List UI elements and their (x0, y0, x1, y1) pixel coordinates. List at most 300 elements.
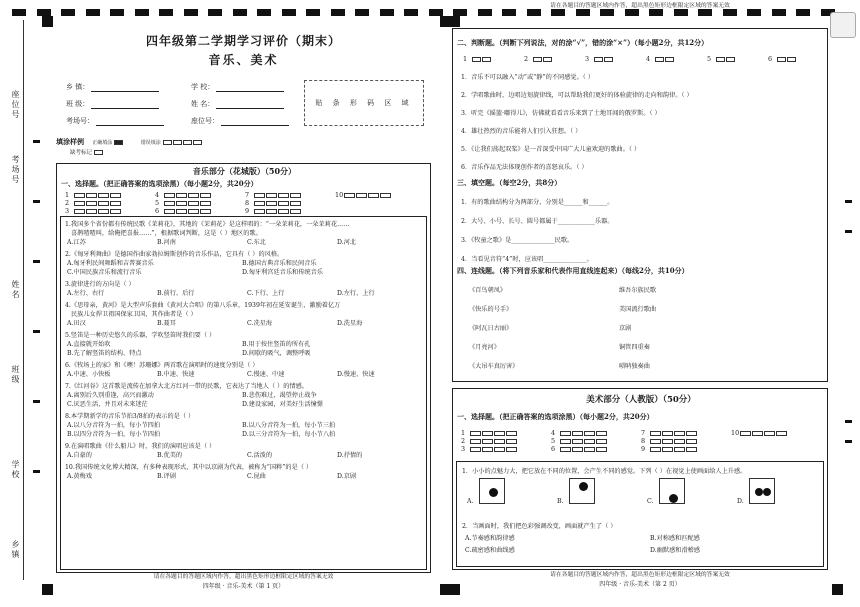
answer-bubble-d[interactable] (200, 201, 211, 206)
tf-bubble-true[interactable] (655, 57, 664, 62)
answer-bubble-d[interactable] (686, 431, 697, 436)
match-left-item: 《阿瓦日古丽》 (469, 325, 513, 332)
option-c: B.以四分音符为一拍，每小节四拍 (67, 431, 161, 438)
match-title: 四、连线题。（将下列音乐家和代表作用直线连起来）（每线2分，共10分） (457, 266, 689, 275)
side-label-seat: 座位号 (11, 90, 20, 120)
field-label: 姓 名： (191, 100, 215, 108)
music-question-10: 10.我国传统文化博大精深，有多种表现形式，其中以京剧为代表，被称为“国粹”的是（ ） (65, 464, 313, 471)
answer-row (245, 191, 302, 199)
dot-shape (755, 488, 763, 496)
answer-bubble-c[interactable] (188, 201, 199, 206)
side-mark (33, 260, 40, 263)
field-label: 座位号： (191, 117, 219, 125)
answer-number: 10 (335, 191, 344, 199)
answer-bubble-c[interactable] (98, 193, 109, 198)
tf-bubble-false[interactable] (543, 57, 552, 62)
answer-bubble-d[interactable] (776, 431, 787, 436)
answer-number: 6 (768, 55, 773, 63)
dot-composition-box (749, 478, 775, 504)
side-label-room: 考场号 (11, 155, 20, 185)
art-q2-option-a: A.节奏感和韵律感 (465, 535, 515, 542)
answer-bubble-a[interactable] (254, 193, 265, 198)
option-c: C.中国民族音乐和流行音乐 (67, 269, 142, 276)
tf-bubble-true[interactable] (716, 57, 725, 62)
answer-row (641, 437, 698, 445)
option-a: A.左行、右行 (67, 290, 105, 297)
answer-number: 4 (646, 55, 651, 63)
timing-mark (257, 9, 271, 16)
fill-item-1: 1．有的歌曲结构分为两部分，分别是______和______。 (461, 199, 614, 206)
field-town (66, 83, 159, 92)
answer-bubble-c[interactable] (764, 431, 775, 436)
art-q2-option-c: C.疏密感和曲线感 (465, 547, 515, 554)
answer-bubble-b[interactable] (176, 209, 187, 214)
answer-bubble-b[interactable] (266, 209, 277, 214)
answer-row (461, 429, 518, 437)
field-input-class[interactable] (91, 101, 159, 109)
answer-row (245, 207, 302, 215)
answer-bubble-c[interactable] (98, 209, 109, 214)
option-a: A.以八分音符为一拍，每小节四拍 (67, 422, 161, 429)
answer-number: 9 (245, 207, 250, 215)
music-question-8: 8.本学期新学的音乐节拍3/8拍的表示的是（ ） (65, 413, 195, 420)
answer-bubble-c[interactable] (278, 209, 289, 214)
answer-number: 3 (585, 55, 590, 63)
timing-mark (404, 9, 418, 16)
option-a: A.离别后久别重逢，高兴而激动 (67, 392, 154, 399)
music-question-1: 1.我国多个省份都有传统民歌《茉莉花》，其地的《茉莉花》是这样唱的：“一朵茉莉花，一朵茉莉花…… (65, 221, 350, 228)
answer-bubble-d[interactable] (200, 193, 211, 198)
answer-bubble-d[interactable] (110, 209, 121, 214)
answer-number: 10 (731, 429, 740, 437)
answer-bubble-d[interactable] (290, 193, 301, 198)
tf-item-2: 2．学唱歌曲时，边唱边划旋律线，可以帮助我们更好的体验旋律的走向和韵律。（ ） (461, 92, 693, 99)
corner-marker (449, 16, 460, 27)
tf-bubble-true[interactable] (533, 57, 542, 62)
answer-bubble-a[interactable] (470, 447, 481, 452)
option-b: B.评剧 (157, 473, 176, 480)
music-question-5: 5.竖笛是一种历史悠久的乐器，学吹竖笛时我们要（ ） (65, 332, 216, 339)
timing-mark (110, 9, 124, 16)
art-q2-option-b: B.对称感和匹配感 (650, 535, 700, 542)
answer-bubble-a[interactable] (650, 447, 661, 452)
dot-shape (669, 494, 678, 503)
left-page-number: 四年级 · 音乐-美术（第 1 页） (202, 583, 285, 590)
answer-row (155, 207, 212, 215)
answer-row (65, 191, 122, 199)
answer-bubble-d[interactable] (686, 439, 697, 444)
music-choice-title: 一、选择题。（把正确答案的选项涂黑）（每小题2分，共20分） (61, 179, 258, 188)
answer-number: 5 (155, 199, 160, 207)
answer-bubble-d[interactable] (380, 193, 391, 198)
answer-bubble-b[interactable] (662, 447, 673, 452)
answer-row (551, 445, 608, 453)
option-c: C.东北 (247, 239, 266, 246)
answer-number: 1 (461, 429, 466, 437)
answer-bubble-c[interactable] (98, 201, 109, 206)
side-mark (33, 200, 40, 203)
scan-corner (830, 12, 856, 38)
timing-mark (233, 9, 247, 16)
match-right-item: 美国流行歌曲 (619, 306, 657, 313)
option-c: C.下行、上行 (247, 290, 285, 297)
field-school (191, 83, 284, 92)
timing-mark (184, 9, 198, 16)
art-q1-option-d: D. (737, 498, 744, 505)
answer-bubble-d[interactable] (596, 431, 607, 436)
option-b: B.中速、快速 (157, 371, 195, 378)
answer-bubble-c[interactable] (584, 439, 595, 444)
answer-bubble-a[interactable] (164, 201, 175, 206)
timing-mark (331, 9, 345, 16)
fill-sample-row (56, 138, 203, 147)
answer-bubble-a[interactable] (740, 431, 751, 436)
answer-bubble-d[interactable] (290, 201, 301, 206)
fill-item-2: 2．大号、小号、长号、圆号都属于____________乐器。 (461, 218, 614, 225)
field-label: 考场号： (66, 117, 94, 125)
answer-bubble-d[interactable] (506, 447, 517, 452)
match-left-item: 《快乐的号手》 (469, 306, 513, 313)
answer-bubble-c[interactable] (368, 193, 379, 198)
option-a: A.直接就开始吹 (67, 341, 111, 348)
option-b: B.聂耳 (157, 320, 176, 327)
answer-row (731, 429, 788, 437)
match-left-item: 《月亮河》 (469, 344, 500, 351)
tf-answer-row (646, 55, 675, 63)
answer-row (155, 191, 212, 199)
tf-answer-row (707, 55, 736, 63)
answer-bubble-b[interactable] (752, 431, 763, 436)
answer-bubble-b[interactable] (86, 193, 97, 198)
field-seat (191, 117, 289, 126)
answer-bubble-a[interactable] (74, 209, 85, 214)
right-page-upper (452, 28, 828, 382)
answer-bubble-b[interactable] (176, 201, 187, 206)
side-mark (33, 400, 40, 403)
music-question-4-cont: 民族儿女捍卫祖国保家卫国，其作曲者是（ ） (71, 311, 197, 318)
music-section-title: 音乐部分（花城版）（50分） (192, 166, 297, 176)
answer-number: 8 (641, 437, 646, 445)
option-d: D.间歇的吸气，调整呼吸 (242, 350, 311, 357)
absent-bubble[interactable] (94, 150, 103, 155)
music-question-6: 6.《牧场上的家》和《噢！苏珊娜》两首歌在演唱时的速度分别是（ ） (65, 362, 259, 369)
tf-item-3: 3．听完《摇篮·嘟得儿》，仿佛就看看音乐来到了土地耳闻的俄罗斯。（ ） (461, 110, 661, 117)
absent-label: 缺考标记 (70, 150, 93, 156)
tf-title: 二、判断题。（判断下列说法，对的涂“√”，错的涂“×”）（每小题2分，共12分） (457, 38, 709, 47)
answer-bubble-b[interactable] (662, 431, 673, 436)
tf-item-1: 1．音乐不可以融入“动”或“静”的不同感觉。（ ） (461, 74, 595, 81)
answer-row (65, 207, 122, 215)
answer-row (551, 437, 608, 445)
answer-row (461, 437, 518, 445)
answer-bubble-b[interactable] (266, 193, 277, 198)
answer-bubble-c[interactable] (584, 447, 595, 452)
answer-bubble-a[interactable] (470, 439, 481, 444)
answer-bubble-c[interactable] (584, 431, 595, 436)
left-footer-note: 请在各题目的答题区域内作答，超出黑色矩形边框限定区域的答案无效 (153, 574, 334, 580)
answer-bubble-b[interactable] (482, 439, 493, 444)
option-d: D.河北 (337, 239, 357, 246)
option-d: D.建设家园，对美好生活憧憬 (242, 401, 323, 408)
match-left-item: 《百鸟朝凤》 (469, 287, 507, 294)
fill-sample-correct: 正确填涂 (92, 140, 113, 146)
dot-shape (489, 488, 498, 497)
answer-number: 6 (155, 207, 160, 215)
option-c: C.昆曲 (247, 473, 266, 480)
option-c: B.先了解竖笛的结构、特点 (67, 350, 142, 357)
tf-bubble-false[interactable] (787, 57, 796, 62)
answer-bubble-a[interactable] (74, 201, 85, 206)
field-input-room[interactable] (96, 118, 164, 126)
answer-bubble-b[interactable] (86, 209, 97, 214)
tf-answer-row (585, 55, 614, 63)
answer-bubble-c[interactable] (278, 193, 289, 198)
field-label: 班 级： (66, 100, 90, 108)
art-section-title: 美术部分（人教版）（50分） (586, 395, 696, 405)
binding-strip (0, 20, 40, 600)
corner-marker (42, 584, 53, 595)
answer-bubble-a[interactable] (470, 431, 481, 436)
answer-bubble-b[interactable] (176, 193, 187, 198)
answer-bubble-d[interactable] (596, 439, 607, 444)
fill-item-4: 4．当看见音符“4”时，应该唱______________。 (461, 256, 593, 263)
wrong-bubble-half (193, 140, 202, 145)
right-footer-note: 请在各题目的答题区域内作答，超出黑色矩形边框限定区域的答案无效 (550, 572, 730, 578)
answer-number: 2 (65, 199, 70, 207)
match-left-item: 《大吊车真厉害》 (469, 363, 519, 370)
music-question-1-cont: 喜鹊喳喳叫，给俺把喜报……”，根据歌词判断，这是（ ）地区的歌。 (71, 230, 262, 237)
tf-bubble-false[interactable] (726, 57, 735, 62)
match-right-item: 京剧 (619, 325, 632, 332)
option-c: C.活泼的 (247, 452, 273, 459)
answer-bubble-c[interactable] (674, 439, 685, 444)
answer-bubble-a[interactable] (650, 431, 661, 436)
art-q1-option-c: C. (647, 498, 654, 505)
option-c: C.慢速、中速 (247, 371, 285, 378)
answer-bubble-c[interactable] (278, 201, 289, 206)
right-page-number: 四年级 · 音乐-美术（第 2 页） (599, 581, 681, 588)
side-label-school: 学校 (11, 460, 20, 480)
answer-number: 7 (641, 429, 646, 437)
option-b: B.用于按住竖笛的所有孔 (242, 341, 311, 348)
answer-bubble-c[interactable] (188, 193, 199, 198)
answer-number: 7 (245, 191, 250, 199)
answer-row (641, 445, 698, 453)
answer-bubble-a[interactable] (164, 193, 175, 198)
answer-bubble-d[interactable] (506, 439, 517, 444)
fill-item-3: 3．《牧童之歌》是______________民歌。 (461, 237, 574, 244)
answer-bubble-b[interactable] (482, 431, 493, 436)
side-label-town: 乡镇 (11, 540, 20, 560)
answer-bubble-a[interactable] (344, 193, 355, 198)
answer-bubble-d[interactable] (110, 193, 121, 198)
corner-marker (832, 584, 843, 595)
fill-sample-label: 填涂样例 (56, 137, 84, 146)
timing-mark (306, 9, 320, 16)
tf-bubble-true[interactable] (594, 57, 603, 62)
option-b: B.德国古典音乐和民间音乐 (242, 260, 317, 267)
art-question-2: 2．当画面时，我们把色彩强调改变，画面就产生了（ ） (462, 523, 617, 530)
art-q2-option-d: D.幽默感和滑稽感 (650, 547, 701, 554)
answer-bubble-a[interactable] (74, 193, 85, 198)
answer-number: 2 (461, 437, 466, 445)
option-d: D.左行、上行 (337, 290, 375, 297)
answer-bubble-a[interactable] (650, 439, 661, 444)
answer-row (155, 199, 212, 207)
field-class (66, 100, 159, 109)
tf-item-4: 4．雄壮热烈的音乐能将人们引入狂想。（ ） (461, 128, 582, 135)
answer-bubble-c[interactable] (674, 431, 685, 436)
field-label: 乡 镇： (66, 83, 90, 91)
answer-number: 6 (551, 445, 556, 453)
field-input-school[interactable] (216, 84, 284, 92)
timing-mark (37, 9, 51, 16)
option-b: B.以八分音符为一拍，每小节三拍 (242, 422, 336, 429)
option-a: A.田汉 (67, 320, 86, 327)
right-top-note: 请在各题目的答题区域内作答，超出黑色矩形边框限定区域的答案无效 (550, 3, 730, 9)
answer-row (335, 191, 392, 199)
timing-mark (135, 9, 149, 16)
option-a: A.自豪的 (67, 452, 92, 459)
tf-bubble-true[interactable] (472, 57, 481, 62)
answer-bubble-d[interactable] (506, 431, 517, 436)
binding-line (23, 20, 24, 580)
answer-number: 3 (65, 207, 70, 215)
answer-number: 4 (155, 191, 160, 199)
answer-bubble-b[interactable] (572, 439, 583, 444)
side-mark (33, 330, 40, 333)
option-b: B.河南 (157, 239, 176, 246)
tf-bubble-false[interactable] (604, 57, 613, 62)
timing-mark (282, 9, 296, 16)
answer-row (641, 429, 698, 437)
tf-answer-row (463, 55, 492, 63)
answer-bubble-c[interactable] (494, 431, 505, 436)
tf-answer-row (768, 55, 797, 63)
exam-subtitle: 音乐、美术 (208, 53, 279, 67)
option-c: C.厌恶生活，并且对未来迷茫 (67, 401, 148, 408)
tf-bubble-false[interactable] (665, 57, 674, 62)
answer-bubble-d[interactable] (200, 209, 211, 214)
answer-bubble-b[interactable] (266, 201, 277, 206)
timing-mark (429, 9, 443, 16)
answer-row (65, 199, 122, 207)
music-question-4: 4.《思母亲，黄河》是大型声乐套曲《黄河大合唱》的第八乐章，1939年初在延安诞生，激励着亿万 (65, 302, 341, 309)
answer-number: 4 (551, 429, 556, 437)
tf-bubble-false[interactable] (482, 57, 491, 62)
edge-mark (845, 200, 852, 203)
option-d: D.慢速、快速 (337, 371, 375, 378)
option-d: D.京剧 (337, 473, 357, 480)
answer-number: 9 (641, 445, 646, 453)
art-q1-option-a: A. (467, 498, 474, 505)
correct-bubble (114, 140, 123, 145)
answer-bubble-d[interactable] (290, 209, 301, 214)
option-b: B.悲伤难过，渴望停止战争 (242, 392, 317, 399)
field-input-seat[interactable] (221, 118, 289, 126)
answer-number: 1 (463, 55, 468, 63)
field-input-name[interactable] (216, 101, 284, 109)
dot-composition-box (569, 478, 595, 504)
field-input-town[interactable] (91, 84, 159, 92)
answer-bubble-a[interactable] (560, 447, 571, 452)
barcode-area: 贴 条 形 码 区 域 (304, 80, 424, 126)
answer-number: 5 (707, 55, 712, 63)
side-mark (33, 470, 40, 473)
wrong-bubble-x (173, 140, 182, 145)
dot-composition-box (659, 478, 685, 504)
option-b: B.优美的 (157, 452, 183, 459)
edge-mark (845, 230, 852, 233)
fill-title: 三、填空题。（每空2分，共8分） (457, 178, 562, 187)
answer-bubble-c[interactable] (188, 209, 199, 214)
answer-bubble-c[interactable] (494, 439, 505, 444)
timing-mark (61, 9, 75, 16)
exam-title: 四年级第二学期学习评价（期末） (145, 34, 341, 48)
option-d: D.匈牙利宫廷音乐和传统音乐 (242, 269, 323, 276)
option-a: A.江苏 (67, 239, 86, 246)
answer-bubble-b[interactable] (356, 193, 367, 198)
timing-mark (208, 9, 222, 16)
answer-number: 5 (551, 437, 556, 445)
wrong-bubble-dot (183, 140, 192, 145)
answer-number: 3 (461, 445, 466, 453)
answer-bubble-b[interactable] (572, 431, 583, 436)
answer-bubble-b[interactable] (482, 447, 493, 452)
option-d: D.以三分音符为一拍，每小节八拍 (242, 431, 336, 438)
answer-bubble-a[interactable] (560, 439, 571, 444)
edge-mark (845, 420, 852, 423)
timing-mark (159, 9, 173, 16)
answer-bubble-a[interactable] (254, 201, 265, 206)
answer-bubble-c[interactable] (674, 447, 685, 452)
answer-bubble-d[interactable] (686, 447, 697, 452)
field-label: 学 校： (191, 83, 215, 91)
answer-bubble-a[interactable] (164, 209, 175, 214)
tf-bubble-true[interactable] (777, 57, 786, 62)
field-room (66, 117, 164, 126)
option-b: B.前行、后行 (157, 290, 195, 297)
answer-bubble-b[interactable] (572, 447, 583, 452)
tf-item-6: 6．音乐作品无法体现创作者的喜怒哀乐。（ ） (461, 164, 588, 171)
fill-sample-wrong: 错误填涂 (140, 140, 161, 146)
answer-number: 2 (524, 55, 529, 63)
timing-mark (86, 9, 100, 16)
timing-mark (12, 9, 26, 16)
answer-bubble-a[interactable] (254, 209, 265, 214)
tf-answer-row (524, 55, 553, 63)
answer-bubble-d[interactable] (110, 201, 121, 206)
option-c: C.冼星海 (247, 320, 273, 327)
answer-bubble-c[interactable] (494, 447, 505, 452)
answer-bubble-d[interactable] (596, 447, 607, 452)
music-question-box (60, 216, 427, 570)
tf-item-5: 5．《让我们荡起双桨》是一首深受中国广大儿童欢迎的歌曲。（ ） (461, 146, 641, 153)
answer-bubble-a[interactable] (560, 431, 571, 436)
answer-number: 1 (65, 191, 70, 199)
wrong-bubble-check (163, 140, 172, 145)
answer-row (461, 445, 518, 453)
answer-bubble-b[interactable] (86, 201, 97, 206)
answer-number: 8 (245, 199, 250, 207)
art-choice-title: 一、选择题。（把正确答案的选项涂黑）（每小题2分，共20分） (457, 412, 654, 421)
music-question-2: 2.《匈牙利舞曲》是德国作曲家勃拉姆斯创作的音乐作品，它具有（ ）的风格。 (65, 251, 284, 258)
answer-bubble-b[interactable] (662, 439, 673, 444)
timing-mark (355, 9, 369, 16)
side-mark (33, 140, 40, 143)
art-question-1: 1．小小的点魅力大，把它放在不同的位置，会产生不同的感觉。下列（ ）在视觉上使画面给人上升感。 (462, 468, 747, 475)
music-question-3: 3.旋律进行的方向是（ ） (65, 281, 135, 288)
